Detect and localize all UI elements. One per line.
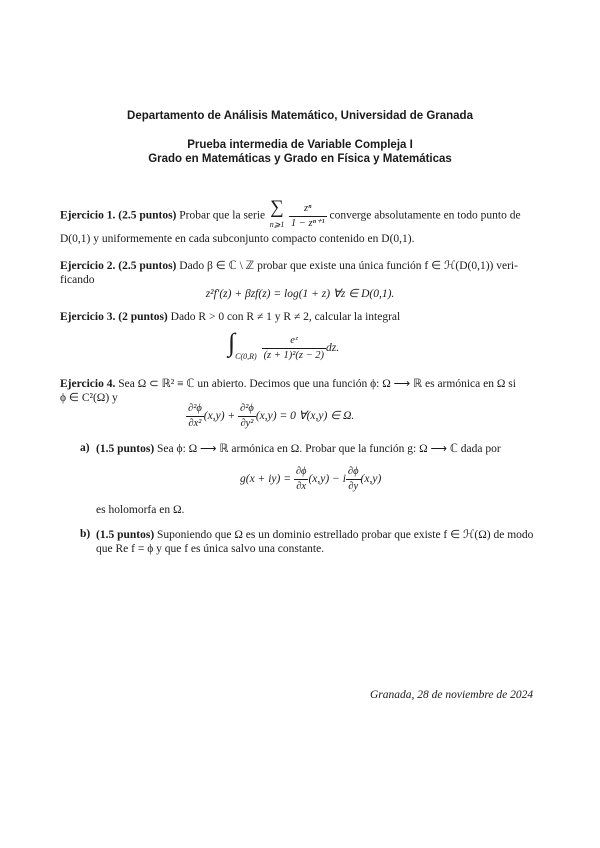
exercise-2-label: Ejercicio 2. — [60, 260, 116, 272]
sum-subscript: n⩾1 — [269, 220, 285, 229]
item-a-label: a) — [80, 442, 90, 454]
exercise-2-text-a: Dado β ∈ ℂ \ ℤ probar que existe una única función f ∈ ℋ(D(0,1)) veri- — [179, 260, 518, 272]
exercise-3-line-1 — [60, 310, 400, 324]
item-a-fraction-x-numerator: ∂ϕ — [295, 466, 307, 477]
item-a-text: Sea ϕ: Ω ⟶ ℝ armónica en Ω. Probar que la función g: Ω ⟶ ℂ dada por — [157, 443, 501, 455]
exercise-4-text-a: Sea Ω ⊂ ℝ² ≡ ℂ un abierto. Decimos que una función ϕ: Ω ⟶ ℝ es armónica en Ω si — [118, 378, 516, 390]
exercise-3-dz: dz. — [326, 342, 340, 354]
item-a-fraction-x — [294, 465, 309, 494]
exercise-2-line-2: ficando — [60, 274, 95, 286]
item-a-eq-end: (x,y) — [360, 473, 382, 486]
exercise-3-fraction-denominator: (z + 1)²(z − 2) — [263, 349, 325, 361]
exercise-3-integral — [228, 328, 340, 363]
exercise-2-points: (2.5 puntos) — [118, 260, 177, 272]
exercise-2-line-1 — [60, 259, 518, 273]
exercise-4-label: Ejercicio 4. — [60, 378, 116, 390]
item-a-fraction-y — [346, 465, 361, 494]
place-and-date: Granada, 28 de noviembre de 2024 — [370, 689, 534, 701]
integral-sign-icon: ∫ — [228, 328, 236, 357]
item-b-points: (1.5 puntos) — [96, 529, 155, 541]
laplace-fraction-x — [186, 402, 204, 431]
exercise-3-points: (2 puntos) — [118, 311, 168, 323]
sum-symbol-group — [268, 197, 286, 232]
item-b-label: b) — [80, 528, 91, 540]
exercise-2-equation: z²f′(z) + βzf(z) = log(1 + z) ∀z ∈ D(0,1). — [205, 288, 395, 300]
laplace-equation — [186, 402, 354, 431]
exercise-3-label: Ejercicio 3. — [60, 311, 116, 323]
exercise-4-line-1 — [60, 377, 516, 391]
exam-title: Prueba intermedia de Variable Compleja I — [187, 139, 413, 151]
exercise-3-text: Dado R > 0 con R ≠ 1 y R ≠ 2, calcular la integral — [170, 311, 401, 323]
degrees-subtitle: Grado en Matemáticas y Grado en Física y Matemáticas — [148, 153, 452, 165]
laplace-fraction-x-numerator: ∂²ϕ — [188, 403, 202, 414]
item-b-line-2: que Re f = ϕ y que f es única salvo una constante. — [96, 543, 325, 555]
exercise-1-fraction-denominator: 1 − zⁿ⁺¹ — [290, 217, 325, 229]
item-a-fraction-x-denominator: ∂x — [294, 479, 309, 494]
item-a-conclusion: es holomorfa en Ω. — [96, 504, 185, 516]
laplace-fraction-y-numerator: ∂²ϕ — [240, 403, 254, 414]
laplace-fraction-y-denominator: ∂y² — [238, 416, 256, 431]
sum-symbol-icon: ∑ — [270, 197, 284, 218]
laplace-fraction-x-denominator: ∂x² — [186, 416, 204, 431]
exercise-1-label: Ejercicio 1. — [60, 209, 116, 222]
laplace-middle: (x,y) + — [203, 410, 236, 423]
exercise-3-fraction-numerator: eᶻ — [290, 334, 298, 346]
item-a-eq-start: g(x + iy) = — [240, 473, 291, 486]
exercise-1-text-a: Probar que la serie — [179, 209, 266, 222]
exercise-3-fraction — [262, 334, 326, 363]
exercise-1-points: (2.5 puntos) — [118, 209, 177, 222]
integral-subscript: C(0,R) — [235, 352, 257, 361]
exercise-4-line-2: ϕ ∈ C²(Ω) y — [60, 392, 118, 404]
laplace-fraction-y — [238, 402, 256, 431]
exercise-1-fraction — [289, 202, 327, 231]
item-a-points: (1.5 puntos) — [96, 443, 155, 455]
item-a-line-1 — [96, 442, 501, 456]
item-a-eq-middle: (x,y) − i — [308, 473, 346, 486]
item-a-fraction-y-numerator: ∂ϕ — [347, 466, 359, 477]
item-a-equation — [240, 465, 381, 494]
item-b-line-1 — [96, 528, 533, 542]
exercise-1-text-b: converge absolutamente en todo punto de — [329, 209, 521, 222]
exercise-1-line-1 — [60, 197, 521, 232]
exercise-1-fraction-numerator: zⁿ — [304, 202, 312, 214]
exercise-1-line-2: D(0,1) y uniformemente en cada subconjunto compacto contenido en D(0,1). — [60, 233, 415, 245]
item-b-text-1: Suponiendo que Ω es un dominio estrellado probar que existe f ∈ ℋ(Ω) de modo — [157, 529, 534, 541]
item-a-fraction-y-denominator: ∂y — [346, 479, 361, 494]
department-heading: Departamento de Análisis Matemático, Universidad de Granada — [127, 110, 473, 122]
laplace-end: (x,y) = 0 ∀(x,y) ∈ Ω. — [255, 410, 355, 423]
